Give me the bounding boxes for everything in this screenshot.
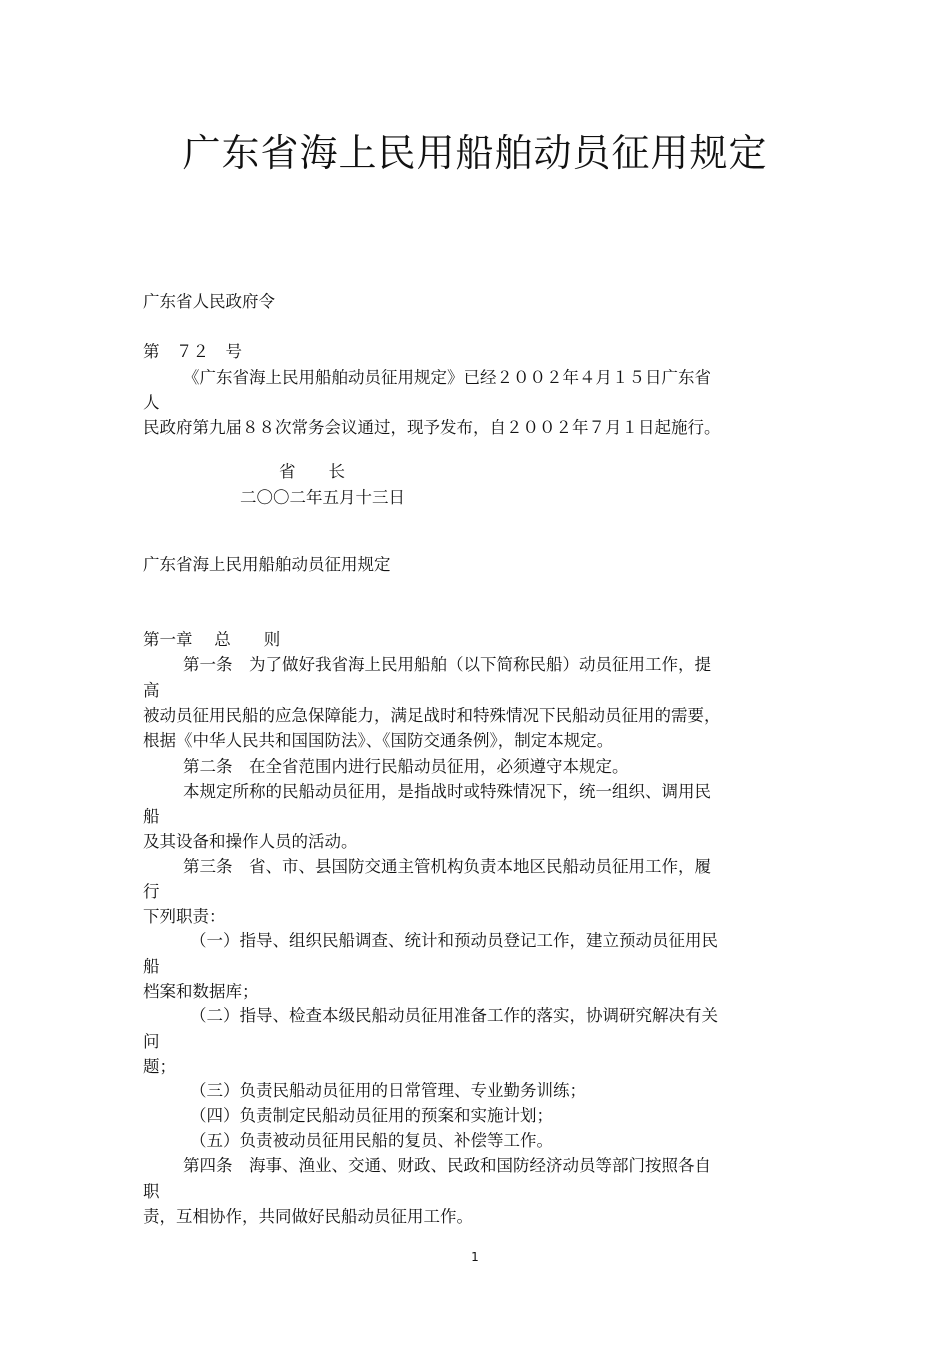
article-line: 第三条 省、市、县国防交通主管机构负责本地区民船动员征用工作，履 <box>183 857 711 876</box>
regulation-title: 广东省海上民用船舶动员征用规定 <box>143 555 391 574</box>
article-line: 第四条 海事、渔业、交通、财政、民政和国防经济动员等部门按照各自 <box>183 1156 711 1175</box>
decree-body-line: 民政府第九届８８次常务会议通过，现予发布，自２００２年７月１日起施行。 <box>143 418 721 437</box>
article-line-wrap: 行 <box>143 882 160 901</box>
duty-item-line: （三）负责民船动员征用的日常管理、专业勤务训练； <box>190 1081 586 1100</box>
article-line-wrap: 职 <box>143 1182 160 1201</box>
duty-item-line: （一）指导、组织民船调查、统计和预动员登记工作，建立预动员征用民 <box>190 931 718 950</box>
article-line: 本规定所称的民船动员征用，是指战时或特殊情况下，统一组织、调用民 <box>183 782 711 801</box>
duty-item-line: （四）负责制定民船动员征用的预案和实施计划； <box>190 1106 553 1125</box>
duty-item-line-wrap: 船 <box>143 957 160 976</box>
decree-issuer: 广东省人民政府令 <box>143 292 275 311</box>
article-line: 第二条 在全省范围内进行民船动员征用，必须遵守本规定。 <box>183 757 629 776</box>
decree-body-line: 《广东省海上民用船舶动员征用规定》已经２００２年４月１５日广东省 <box>183 368 711 387</box>
page-number: 1 <box>471 1250 479 1264</box>
article-line: 根据《中华人民共和国国防法》、《国防交通条例》，制定本规定。 <box>143 731 614 750</box>
article-line-wrap: 高 <box>143 681 160 700</box>
decree-signer: 省 长 <box>279 462 345 481</box>
duty-item-line-wrap: 问 <box>143 1032 160 1051</box>
decree-body-line-wrap: 人 <box>143 393 160 412</box>
article-line: 被动员征用民船的应急保障能力，满足战时和特殊情况下民船动员征用的需要， <box>143 706 721 725</box>
duty-item-line: （五）负责被动员征用民船的复员、补偿等工作。 <box>190 1131 553 1150</box>
article-line: 及其设备和操作人员的活动。 <box>143 832 358 851</box>
duty-item-line: 档案和数据库； <box>143 982 259 1001</box>
document-title: 广东省海上民用船舶动员征用规定 <box>182 131 768 175</box>
article-line-wrap: 船 <box>143 807 160 826</box>
duty-item-line: （二）指导、检查本级民船动员征用准备工作的落实，协调研究解决有关 <box>190 1006 718 1025</box>
article-line: 下列职责： <box>143 907 226 926</box>
decree-date: 二〇〇二年五月十三日 <box>240 488 405 507</box>
article-line: 责，互相协作，共同做好民船动员征用工作。 <box>143 1207 473 1226</box>
article-line: 第一条 为了做好我省海上民用船舶（以下简称民船）动员征用工作，提 <box>183 655 711 674</box>
duty-item-line: 题； <box>143 1057 176 1076</box>
decree-number: 第 ７２ 号 <box>143 342 242 361</box>
chapter-heading: 第一章 总 则 <box>143 630 281 649</box>
